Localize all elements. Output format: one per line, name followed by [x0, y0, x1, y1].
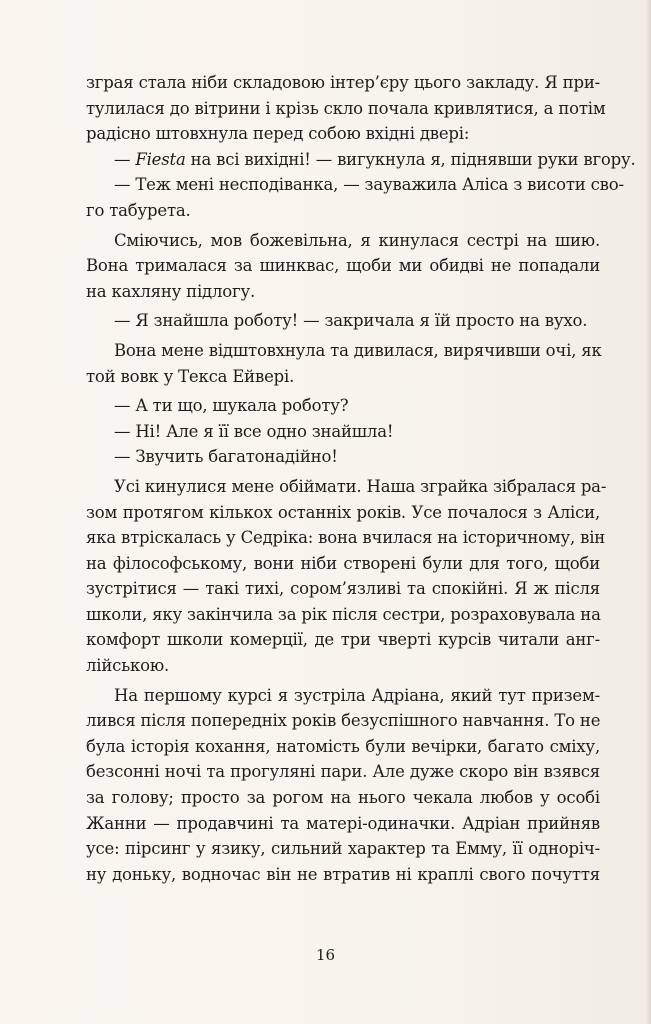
text-line: школи, яку закінчила за рік після сестри, розраховувала на [86, 604, 601, 624]
text-line: Вона трималася за шинквас, щоби ми обидві не попадали [86, 256, 600, 276]
text-line: Усі кинулися мене обіймати. Наша зграйка зібралася ра- [114, 476, 607, 496]
text-line: Сміючись, мов божевільна, я кинулася сестрі на шию. [114, 230, 600, 250]
text-line: Вона мене відштовхнула та дивилася, вирячивши очі, як [114, 340, 602, 360]
text-line: зустрітися — такі тихі, сором’язливі та спокійні. Я ж після [86, 579, 600, 599]
text-line: яка втріскалась у Седріка: вона вчилася на історичному, він [86, 528, 606, 548]
text-line: лійською. [86, 656, 170, 676]
text-fragment: на всі вихідні! — вигукнула я, піднявши руки вгору. [190, 149, 636, 169]
text-line: була історія кохання, натомість були вечірки, багато сміху, [86, 736, 600, 756]
text-line: радісно штовхнула перед собою вхідні двері: [86, 124, 470, 144]
text-line: безсонні ночі та прогуляні пари. Але дуже скоро він взявся [86, 762, 600, 782]
text-line: лився після попередніх років безуспішного навчання. То не [86, 711, 601, 731]
dash: — [114, 149, 136, 169]
text-line: — Ні! Але я її все одно знайшла! [114, 421, 394, 441]
text-line: за голову; просто за рогом на нього чекала любов у особі [86, 788, 600, 808]
text-line: усе: пірсинг у язику, сильний характер та Емму, її одноріч- [86, 839, 600, 859]
text-line [86, 147, 636, 173]
body-text [86, 70, 636, 887]
text-line: — А ти що, шукала роботу? [114, 396, 349, 416]
text-line: той вовк у Текса Ейвері. [86, 366, 295, 386]
text-line: тулилася до вітрини і крізь скло почала кривлятися, а потім [86, 98, 606, 118]
text-line: зграя стала ніби складовою інтер’єру цього закладу. Я при- [86, 73, 600, 92]
text-line: комфорт школи комерції, де три чверті курсів читали анг- [86, 630, 600, 650]
fiesta-italic: Fiesta [135, 149, 186, 169]
text-line: На першому курсі я зустріла Адріана, який тут призем- [114, 685, 600, 705]
text-line: — Звучить багатонадійно! [114, 447, 338, 467]
text-line: ну доньку, водночас він не втратив ні краплі свого почуття [86, 864, 600, 884]
text-line: — Теж мені несподіванка, — зауважила Аліса з висоти сво- [114, 175, 624, 195]
text-line: Жанни — продавчині та матері-одиначки. Адріан прийняв [86, 813, 600, 833]
text-line: го табурета. [86, 200, 191, 220]
text-line: на кахляну підлогу. [86, 281, 256, 301]
text-line: на філософському, вони ніби створені були для того, щоби [86, 553, 600, 573]
text-line: зом протягом кількох останніх років. Усе почалося з Аліси, [86, 502, 600, 522]
page-number: 16 [315, 946, 336, 964]
text-line: — Я знайшла роботу! — закричала я їй просто на вухо. [114, 311, 588, 331]
page-edge-shadow [646, 0, 651, 1024]
